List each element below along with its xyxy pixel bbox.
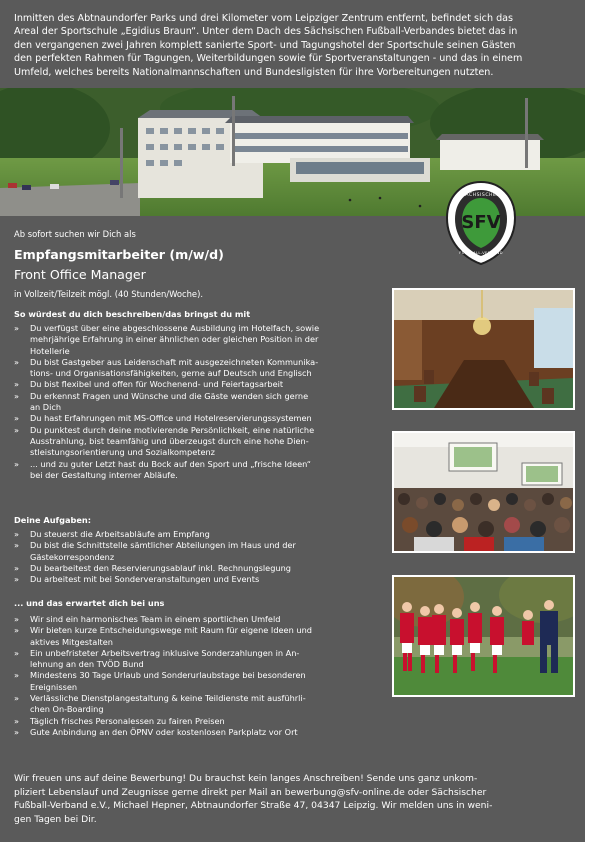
list-item: » Du bist Gastgeber aus Leidenschaft mit ausgezeichneten Kommunika- tions- und Organisationsfähigkeiten, gerne auf Deutsch und Englisch: [14, 357, 384, 380]
list-item: » Du punktest durch deine motivierende Persönlichkeit, eine natürliche Ausstrahlung, bist teamfähig und überzeugst durch eine hohe Dien- stleistungsorientierung und Sozialkompetenz: [14, 425, 384, 459]
main-panel: [0, 216, 585, 842]
seeking-text: Ab sofort suchen wir Dich als: [14, 229, 136, 239]
list-item: » Du bist flexibel und offen für Wochenend- und Feiertagsarbeit: [14, 379, 384, 390]
closing-line: Fußball-Verband e.V., Michael Hepner, Abtnaundorfer Straße 47, 04347 Leipzig. Wir melden uns in weni-: [14, 800, 493, 811]
list-item: » Du bist die Schnittstelle sämtlicher Abteilungen im Haus und der Gästekorrespondenz: [14, 540, 384, 563]
job-title: Empfangsmitarbeiter (m/w/d): [14, 247, 224, 262]
closing-line: gen Tagen bei Dir.: [14, 813, 97, 825]
list-item: » Du hast Erfahrungen mit MS-Office und Hotelreservierungssystemen: [14, 413, 384, 424]
list-item: » Du erkennst Fragen und Wünsche und die Gäste wenden sich gerne an Dich: [14, 391, 384, 414]
intro-text: [0, 0, 585, 79]
intro-line: Umfeld, welches bereits Nationalmannschaften und Bundesligisten für ihre Vorbereitungen nutzten.: [14, 66, 494, 78]
closing-text: [14, 772, 576, 826]
list-item: » Ein unbefristeter Arbeitsvertrag inklusive Sonderzahlungen in An- lehnung an den TVÖD Bund: [14, 648, 384, 671]
list-item: » Verlässliche Dienstplangestaltung & keine Teildienste mit ausführli- chen On-Boarding: [14, 693, 384, 716]
list-item: » Du arbeitest mit bei Sonderveranstaltungen und Events: [14, 574, 384, 585]
closing-line: pliziert Lebenslauf und Zeugnisse gerne direkt per Mail an bewerbung@sfv-online.de oder Sächsischer: [14, 786, 487, 798]
offer-heading: ... und das erwartet dich bei uns: [14, 598, 165, 608]
offer-list: [14, 614, 384, 738]
list-item: » Mindestens 30 Tage Urlaub und Sonderurlaubstage bei besonderen Ereignissen: [14, 670, 384, 693]
logo-text: SFV: [461, 212, 501, 233]
logo-ring-top: SÄCHSISCHER: [461, 193, 501, 198]
list-item: » Du bearbeitest den Reservierungsablauf inkl. Rechnungslegung: [14, 563, 384, 574]
closing-line: Wir freuen uns auf deine Bewerbung! Du brauchst kein langes Anschreiben! Sende uns ganz unkom-: [14, 773, 478, 784]
list-item: » Gute Anbindung an den ÖPNV oder kostenlosen Parkplatz vor Ort: [14, 727, 384, 738]
intro-line: den vergangenen zwei Jahren komplett sanierte Sport- und Tagungshotel der Sportschule seinen Gästen: [14, 39, 516, 51]
list-item: » Du verfügst über eine abgeschlossene Ausbildung im Hotelfach, sowie mehrjährige Erfahrung in einer ähnlichen oder gleichen Position in der Hotellerie: [14, 323, 384, 357]
list-item: » ... und zu guter Letzt hast du Bock auf den Sport und „frische Ideen“ bei der Gestaltung interner Abläufe.: [14, 459, 384, 482]
logo-ring-bottom: FUSSBALL-VERBAND: [459, 250, 503, 255]
job-subtitle: Front Office Manager: [14, 267, 146, 282]
intro-line: den perfekten Rahmen für Tagungen, Weiterbildungen sowie für Sportveranstaltungen - und das in einem: [14, 53, 523, 65]
intro-line: Inmitten des Abtnaundorfer Parks und drei Kilometer vom Leipziger Zentrum entfernt, befindet sich das: [14, 13, 514, 24]
intro-line: Areal der Sportschule „Egidius Braun“. Unter dem Dach des Sächsischen Fußball-Verbandes bietet das in: [14, 26, 518, 38]
list-item: » Du steuerst die Arbeitsabläufe am Empfang: [14, 529, 384, 540]
list-item: » Täglich frisches Personalessen zu fairen Preisen: [14, 716, 384, 727]
requirements-heading: So würdest du dich beschreiben/das bringst du mit: [14, 309, 251, 319]
photo-football-team: [392, 575, 575, 697]
tasks-heading: Deine Aufgaben:: [14, 515, 92, 525]
requirements-list: [14, 323, 384, 481]
intro-panel: [0, 0, 585, 88]
list-item: » Wir sind ein harmonisches Team in einem sportlichen Umfeld: [14, 614, 384, 625]
photo-conference-hall: [392, 288, 575, 410]
tasks-list: [14, 529, 384, 585]
sfv-logo: [444, 180, 518, 266]
list-item: » Wir bieten kurze Entscheidungswege mit Raum für eigene Ideen und aktives Mitgestalten: [14, 625, 384, 648]
photo-seminar-audience: [392, 431, 575, 553]
job-hours: in Vollzeit/Teilzeit mögl. (40 Stunden/Woche).: [14, 289, 204, 299]
